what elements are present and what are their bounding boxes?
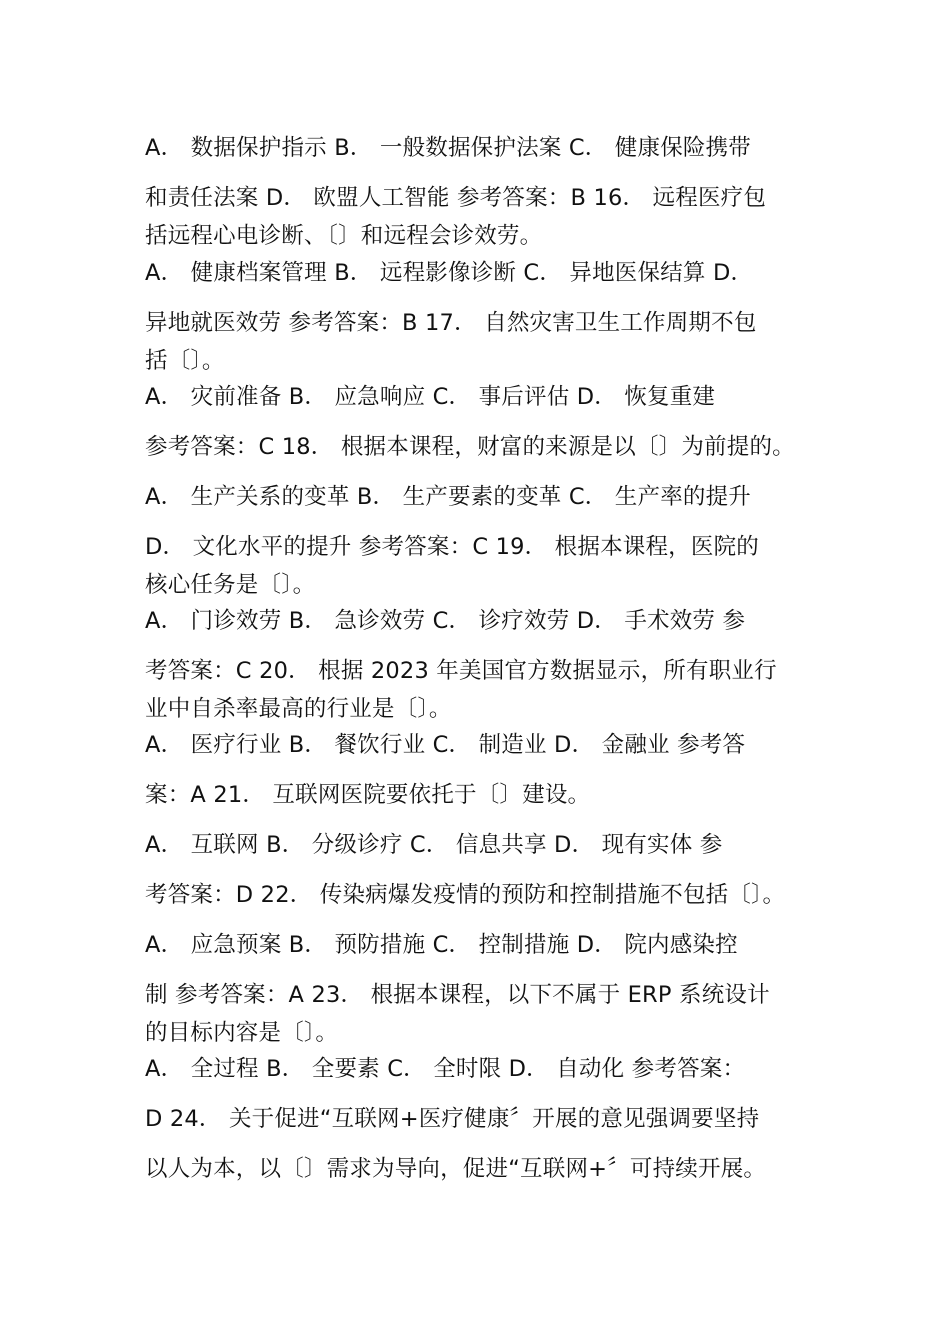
text-line: 以人为本，以〔〕需求为导向，促进“互联网+〞可持续开展。 (145, 1156, 767, 1182)
text-line: D 24． 关于促进“互联网+医疗健康〞开展的意见强调要坚持 (145, 1106, 760, 1132)
text-line: A． 应急预案 B． 预防措施 C． 控制措施 D． 院内感染控 (145, 932, 738, 958)
text-line: A． 数据保护指示 B． 一般数据保护法案 C． 健康保险携带 (145, 135, 751, 161)
text-line: 的目标内容是〔〕。 (145, 1020, 339, 1046)
text-line: 参考答案：C 18． 根据本课程，财富的来源是以〔〕为前提的。 (145, 434, 795, 460)
text-line: 括远程心电诊断、〔〕和远程会诊效劳。 (145, 223, 543, 249)
text-line: A． 互联网 B． 分级诊疗 C． 信息共享 D． 现有实体 参 (145, 832, 723, 858)
text-line: 制 参考答案：A 23． 根据本课程，以下不属于 ERP 系统设计 (145, 982, 770, 1008)
text-line: A． 生产关系的变革 B． 生产要素的变革 C． 生产率的提升 (145, 484, 751, 510)
text-line: A． 灾前准备 B． 应急响应 C． 事后评估 D． 恢复重建 (145, 384, 716, 410)
text-line: A． 门诊效劳 B． 急诊效劳 C． 诊疗效劳 D． 手术效劳 参 (145, 608, 746, 634)
text-line: 考答案：C 20． 根据 2023 年美国官方数据显示，所有职业行 (145, 658, 777, 684)
text-line: A． 健康档案管理 B． 远程影像诊断 C． 异地医保结算 D． (145, 260, 754, 286)
text-line: D． 文化水平的提升 参考答案：C 19． 根据本课程，医院的 (145, 534, 759, 560)
text-line: 核心任务是〔〕。 (145, 572, 316, 598)
text-line: 和责任法案 D． 欧盟人工智能 参考答案：B 16． 远程医疗包 (145, 185, 767, 211)
text-line: 括〔〕。 (145, 348, 225, 374)
text-line: 业中自杀率最高的行业是〔〕。 (145, 696, 452, 722)
text-line: 异地就医效劳 参考答案：B 17． 自然灾害卫生工作周期不包 (145, 310, 757, 336)
text-line: A． 医疗行业 B． 餐饮行业 C． 制造业 D． 金融业 参考答 (145, 732, 746, 758)
text-line: A． 全过程 B． 全要素 C． 全时限 D． 自动化 参考答案： (145, 1056, 746, 1082)
text-line: 考答案：D 22． 传染病爆发疫情的预防和控制措施不包括〔〕。 (145, 882, 786, 908)
text-line: 案：A 21． 互联网医院要依托于〔〕建设。 (145, 782, 591, 808)
